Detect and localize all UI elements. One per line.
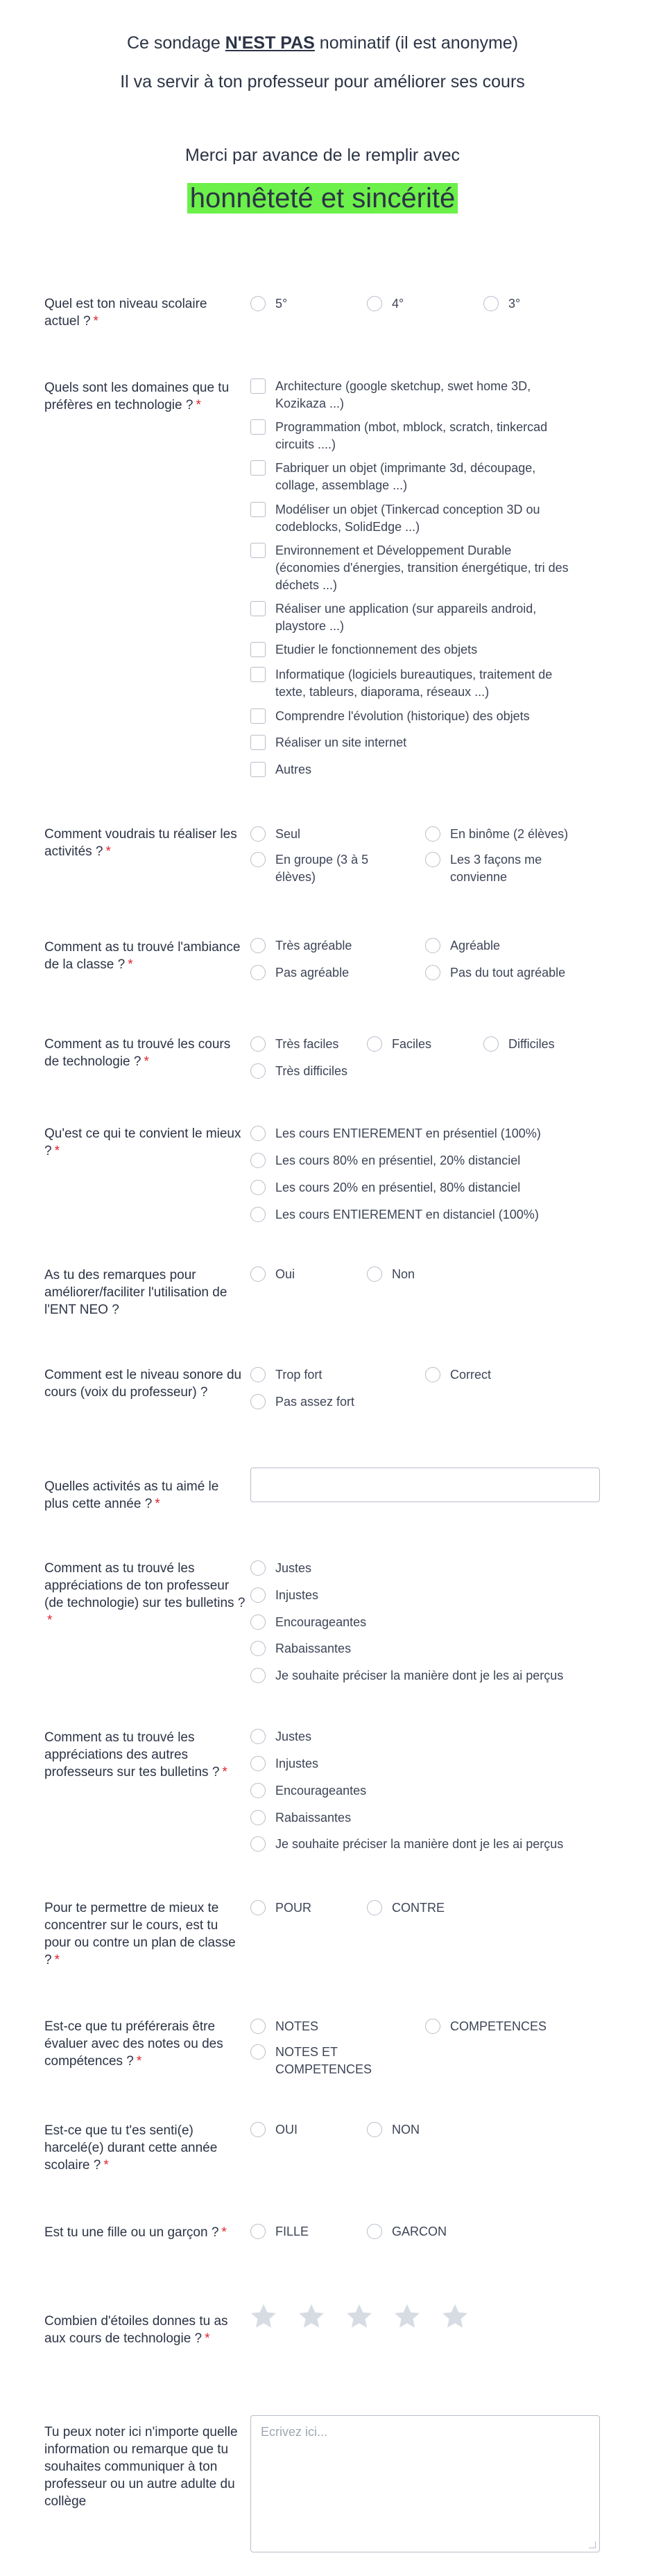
radio-button[interactable]: [483, 1036, 499, 1052]
checkbox-modeliser[interactable]: Modéliser un objet (Tinkercad conception 3D ou codeblocks, SolidEdge ...): [250, 501, 576, 536]
option-rabaissantes[interactable]: Rabaissantes: [250, 1640, 351, 1657]
checkbox[interactable]: [250, 543, 266, 558]
question-teacher-appraisals: Comment as tu trouvé les appréciations de ton professeur (de technologie) sur tes bulletins ?*: [44, 1561, 246, 1628]
star-icon[interactable]: [343, 2301, 375, 2332]
question-class-atmosphere: Comment as tu trouvé l'ambiance de la classe ? *: [44, 940, 241, 972]
option-pas-agreable[interactable]: Pas agréable: [250, 964, 349, 982]
option-pas-assez-fort[interactable]: Pas assez fort: [250, 1393, 354, 1411]
checkbox[interactable]: [250, 419, 266, 435]
radio-button[interactable]: [425, 2019, 440, 2034]
radio-button[interactable]: [250, 1783, 266, 1798]
option-preciser[interactable]: Je souhaite préciser la manière dont je les ai perçus: [250, 1667, 563, 1685]
intro-highlight-line: [0, 183, 645, 214]
checkbox[interactable]: [250, 667, 266, 682]
option-garcon[interactable]: GARCON: [367, 2223, 447, 2240]
option-tres-difficiles[interactable]: Très difficiles: [250, 1063, 347, 1080]
star-icon[interactable]: [439, 2301, 471, 2332]
checkbox[interactable]: [250, 735, 266, 750]
checkbox-fonctionnement[interactable]: Etudier le fonctionnement des objets: [250, 641, 576, 659]
question-tech-domains: Quels sont les domaines que tu préfères en technologie ? *: [44, 381, 230, 412]
radio-button[interactable]: [367, 1900, 382, 1915]
checkbox[interactable]: [250, 460, 266, 476]
radio-button[interactable]: [250, 2224, 266, 2239]
radio-button[interactable]: [250, 852, 266, 867]
checkbox[interactable]: [250, 642, 266, 657]
option-80-presentiel[interactable]: Les cours 80% en présentiel, 20% distanciel: [250, 1152, 520, 1169]
star-icon[interactable]: [295, 2301, 327, 2332]
checkbox[interactable]: [250, 601, 266, 616]
question-ent-neo-remarks: As tu des remarques pour améliorer/faciliter l'utilisation de l'ENT NEO ?: [44, 1268, 227, 1317]
radio-button[interactable]: [250, 1367, 266, 1382]
question-course-format: Qu'est ce qui te convient le mieux ? *: [44, 1126, 241, 1158]
radio-button[interactable]: [250, 1810, 266, 1825]
checkbox-architecture[interactable]: Architecture (google sketchup, swet home 3D, Kozikaza ...): [250, 378, 576, 412]
radio-button[interactable]: [367, 1036, 382, 1052]
option-preciser[interactable]: Je souhaite préciser la manière dont je les ai perçus: [250, 1836, 563, 1853]
option-notes-et-competences[interactable]: NOTES ET COMPETENCES: [250, 2044, 389, 2078]
radio-button[interactable]: [250, 826, 266, 842]
question-course-difficulty: Comment as tu trouvé les cours de technologie ? *: [44, 1037, 231, 1069]
option-tres-agreable[interactable]: Très agréable: [250, 937, 352, 955]
radio-button[interactable]: [483, 296, 499, 311]
radio-button[interactable]: [250, 1126, 266, 1141]
checkbox[interactable]: [250, 708, 266, 724]
radio-button[interactable]: [250, 1900, 266, 1915]
radio-button[interactable]: [250, 1153, 266, 1168]
radio-button[interactable]: [250, 965, 266, 980]
question-other-teachers-appraisals: Comment as tu trouvé les appréciations des autres professeurs sur tes bulletins ? *: [44, 1730, 227, 1779]
radio-button[interactable]: [250, 1394, 266, 1409]
radio-button[interactable]: [250, 1180, 266, 1195]
radio-button[interactable]: [250, 1267, 266, 1282]
star-icon[interactable]: [248, 2301, 280, 2332]
checkbox-fabriquer[interactable]: Fabriquer un objet (imprimante 3d, découpage, collage, assemblage ...): [250, 460, 576, 494]
radio-button[interactable]: [425, 965, 440, 980]
radio-button[interactable]: [250, 1036, 266, 1052]
option-trop-fort[interactable]: Trop fort: [250, 1366, 322, 1384]
radio-button[interactable]: [367, 1267, 382, 1282]
radio-button[interactable]: [250, 1668, 266, 1683]
option-5[interactable]: 5°: [250, 295, 287, 313]
radio-button[interactable]: [250, 1756, 266, 1771]
radio-button[interactable]: [250, 2122, 266, 2137]
option-non[interactable]: NON: [367, 2121, 420, 2139]
option-seul[interactable]: Seul: [250, 826, 403, 843]
option-groupe[interactable]: En groupe (3 à 5 élèves): [250, 851, 403, 886]
intro-purpose-line: Il va servir à ton professeur pour améliorer ses cours: [120, 72, 525, 92]
option-4[interactable]: 4°: [367, 295, 404, 313]
question-school-level: Quel est ton niveau scolaire actuel ? *: [44, 297, 207, 329]
question-sound-level: Comment est le niveau sonore du cours (voix du professeur) ?: [44, 1368, 242, 1400]
option-100-presentiel[interactable]: Les cours ENTIEREMENT en présentiel (100%): [250, 1125, 541, 1142]
option-faciles[interactable]: Faciles: [367, 1036, 431, 1053]
radio-button[interactable]: [250, 1615, 266, 1630]
radio-button[interactable]: [425, 852, 440, 867]
question-star-rating: Combien d'étoiles donnes tu as aux cours de technologie ? *: [44, 2314, 228, 2346]
option-injustes[interactable]: Injustes: [250, 1755, 318, 1773]
option-contre[interactable]: CONTRE: [367, 1899, 445, 1917]
option-justes[interactable]: Justes: [250, 1728, 311, 1746]
option-difficiles[interactable]: Difficiles: [483, 1036, 555, 1053]
option-100-distanciel[interactable]: Les cours ENTIEREMENT en distanciel (100%): [250, 1206, 539, 1224]
checkbox-autres[interactable]: Autres: [250, 761, 576, 778]
option-agreable[interactable]: Agréable: [425, 937, 500, 955]
checkbox-evolution[interactable]: Comprendre l'évolution (historique) des objets: [250, 708, 576, 725]
star-icon[interactable]: [391, 2301, 423, 2332]
radio-button[interactable]: [367, 2224, 382, 2239]
question-seating-plan: Pour te permettre de mieux te concentrer sur le cours, est tu pour ou contre un plan de classe ? *: [44, 1901, 236, 1967]
option-notes[interactable]: NOTES: [250, 2018, 318, 2035]
option-3[interactable]: 3°: [483, 295, 520, 313]
intro-anonymous-line: Ce sondage N'EST PAS nominatif (il est anonyme): [126, 33, 519, 53]
radio-button[interactable]: [250, 1836, 266, 1852]
question-free-remarks: Tu peux noter ici n'importe quelle information ou remarque que tu souhaites communiquer à ton professeur ou un autre adulte du collège: [44, 2425, 238, 2509]
option-oui[interactable]: OUI: [250, 2121, 298, 2139]
radio-button[interactable]: [250, 1729, 266, 1744]
intro-not-emphasis: N'EST PAS: [225, 33, 315, 53]
question-activity-mode: Comment voudrais tu réaliser les activités ? *: [44, 827, 237, 859]
checkbox[interactable]: [250, 762, 266, 777]
option-fille[interactable]: FILLE: [250, 2223, 309, 2240]
checkbox-programmation[interactable]: Programmation (mbot, mblock, scratch, tinkercad circuits ....): [250, 419, 576, 453]
intro-highlight: honnêteté et sincérité: [187, 183, 458, 214]
option-encourageantes[interactable]: Encourageantes: [250, 1782, 366, 1800]
intro-thanks-line: Merci par avance de le remplir avec: [185, 146, 460, 165]
radio-button[interactable]: [425, 826, 440, 842]
option-encourageantes[interactable]: Encourageantes: [250, 1614, 366, 1631]
option-tres-faciles[interactable]: Très faciles: [250, 1036, 338, 1053]
textarea-placeholder: Ecrivez ici...: [261, 2425, 328, 2439]
checkbox[interactable]: [250, 502, 266, 517]
radio-button[interactable]: [250, 296, 266, 311]
option-binome[interactable]: En binôme (2 élèves): [425, 826, 599, 843]
checkbox[interactable]: [250, 378, 266, 394]
radio-button[interactable]: [425, 938, 440, 953]
option-20-presentiel[interactable]: Les cours 20% en présentiel, 80% distanciel: [250, 1179, 520, 1196]
radio-button[interactable]: [367, 296, 382, 311]
option-injustes[interactable]: Injustes: [250, 1587, 318, 1604]
checkbox-site-internet[interactable]: Réaliser un site internet: [250, 734, 576, 751]
checkbox-environnement[interactable]: Environnement et Développement Durable (économies d'énergies, transition énergétique, tri des déchets ...): [250, 542, 576, 594]
option-rabaissantes[interactable]: Rabaissantes: [250, 1809, 351, 1827]
radio-button[interactable]: [250, 2019, 266, 2034]
option-pour[interactable]: POUR: [250, 1899, 311, 1917]
option-3-facons[interactable]: Les 3 façons me convienne: [425, 851, 571, 886]
radio-button[interactable]: [250, 1560, 266, 1576]
radio-button[interactable]: [367, 2122, 382, 2137]
question-favorite-activities: Quelles activités as tu aimé le plus cette année ? *: [44, 1479, 219, 1511]
option-pas-du-tout-agreable[interactable]: Pas du tout agréable: [425, 964, 565, 982]
radio-button[interactable]: [425, 1367, 440, 1382]
free-remarks-textarea[interactable]: [250, 2415, 600, 2552]
radio-button[interactable]: [250, 938, 266, 953]
favorite-activities-input[interactable]: [250, 1468, 600, 1502]
question-gender: Est tu une fille ou un garçon ? *: [44, 2225, 227, 2240]
option-oui[interactable]: Oui: [250, 1266, 295, 1283]
question-harassment: Est-ce que tu t'es senti(e) harcelé(e) durant cette année scolaire ? *: [44, 2123, 218, 2173]
option-correct[interactable]: Correct: [425, 1366, 491, 1384]
option-competences[interactable]: COMPETENCES: [425, 2018, 547, 2035]
resize-handle-icon[interactable]: [589, 2541, 596, 2548]
radio-button[interactable]: [250, 1641, 266, 1656]
checkbox-informatique[interactable]: Informatique (logiciels bureautiques, traitement de texte, tableurs, diaporama, réseaux ...): [250, 666, 576, 701]
question-grading-method: Est-ce que tu préférerais être évaluer avec des notes ou des compétences ? *: [44, 2019, 223, 2069]
checkbox-application[interactable]: Réaliser une application (sur appareils android, playstore ...): [250, 600, 576, 635]
option-justes[interactable]: Justes: [250, 1560, 311, 1577]
radio-button[interactable]: [250, 1207, 266, 1222]
radio-button[interactable]: [250, 1587, 266, 1603]
option-non[interactable]: Non: [367, 1266, 415, 1283]
radio-button[interactable]: [250, 2044, 266, 2060]
radio-button[interactable]: [250, 1063, 266, 1079]
